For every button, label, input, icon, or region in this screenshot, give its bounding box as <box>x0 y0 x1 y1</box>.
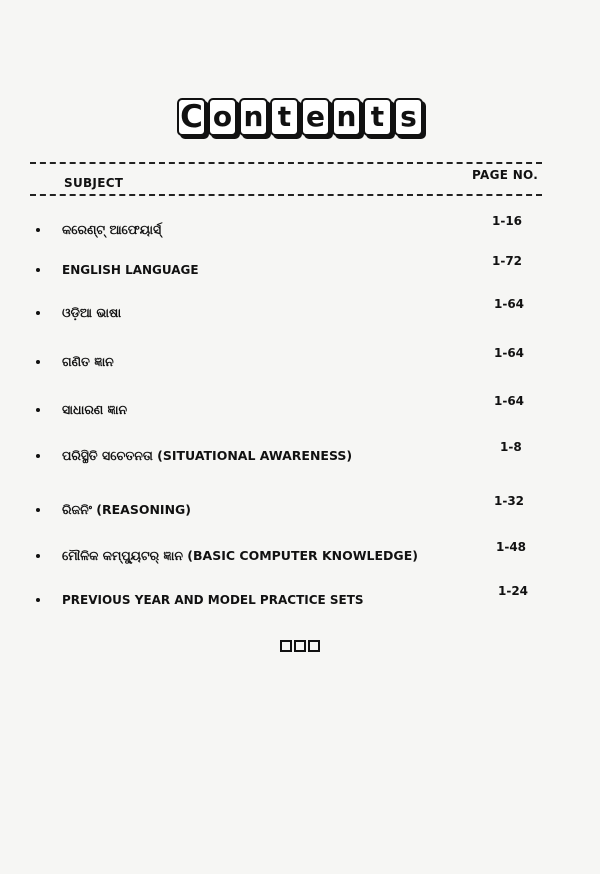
item-pages: 1-48 <box>496 540 527 554</box>
title-letter-tile: s <box>394 98 423 136</box>
item-label: ENGLISH LANGUAGE <box>62 263 199 277</box>
bullet-icon <box>36 598 40 602</box>
item-pages: 1-24 <box>498 584 529 598</box>
item-pages: 1-32 <box>494 494 525 508</box>
square-icon <box>280 640 292 652</box>
contents-item <box>0 297 600 327</box>
title-letter-tile: t <box>363 98 392 136</box>
item-pages: 1-64 <box>494 297 525 311</box>
bullet-icon <box>36 228 40 232</box>
header-dashed-rule <box>30 194 542 196</box>
bullet-icon <box>36 311 40 315</box>
end-of-section-marks <box>0 640 600 652</box>
bullet-icon <box>36 508 40 512</box>
item-label: ଓଡ଼ିଆ ଭାଷା <box>62 305 122 320</box>
contents-item <box>0 494 600 524</box>
square-icon <box>308 640 320 652</box>
item-label: ଗଣିତ ଜ୍ଞାନ <box>62 354 114 369</box>
item-label: ସାଧାରଣ ଜ୍ଞାନ <box>62 402 128 417</box>
bullet-icon <box>36 360 40 364</box>
item-pages: 1-8 <box>500 440 522 454</box>
item-pages: 1-64 <box>494 394 525 408</box>
bullet-icon <box>36 268 40 272</box>
contents-item <box>0 440 600 470</box>
bullet-icon <box>36 554 40 558</box>
item-label: ମୌଳିକ କମ୍ପ୍ୟୁଟର୍ ଜ୍ଞାନ (BASIC COMPUTER KNOWLEDGE) <box>62 548 418 563</box>
bullet-icon <box>36 454 40 458</box>
bullet-icon <box>36 408 40 412</box>
contents-item <box>0 346 600 376</box>
item-pages: 1-64 <box>494 346 525 360</box>
subject-header: SUBJECT <box>64 176 124 190</box>
title-letter-tile: o <box>208 98 237 136</box>
page-no-header: PAGE NO. <box>472 168 539 182</box>
contents-item <box>0 214 600 244</box>
item-label: ପରିସ୍ଥିତି ସଚେତନତା (SITUATIONAL AWARENESS) <box>62 448 353 463</box>
contents-item <box>0 584 600 614</box>
top-dashed-rule <box>30 162 542 164</box>
item-pages: 1-72 <box>492 254 523 268</box>
page-title <box>0 98 600 136</box>
contents-item <box>0 394 600 424</box>
title-letter-tile: e <box>301 98 330 136</box>
title-letter-tile: n <box>332 98 361 136</box>
title-letter-tile: n <box>239 98 268 136</box>
contents-item <box>0 540 600 570</box>
square-icon <box>294 640 306 652</box>
title-letter-tile: C <box>177 98 206 136</box>
item-pages: 1-16 <box>492 214 523 228</box>
item-label: PREVIOUS YEAR AND MODEL PRACTICE SETS <box>62 593 364 607</box>
title-letter-tile: t <box>270 98 299 136</box>
item-label: କରେଣ୍ଟ୍ ଆଫେୟାର୍ସ୍ <box>62 222 162 237</box>
contents-item <box>0 254 600 284</box>
item-label: ରିଜନିଂ (REASONING) <box>62 502 192 517</box>
